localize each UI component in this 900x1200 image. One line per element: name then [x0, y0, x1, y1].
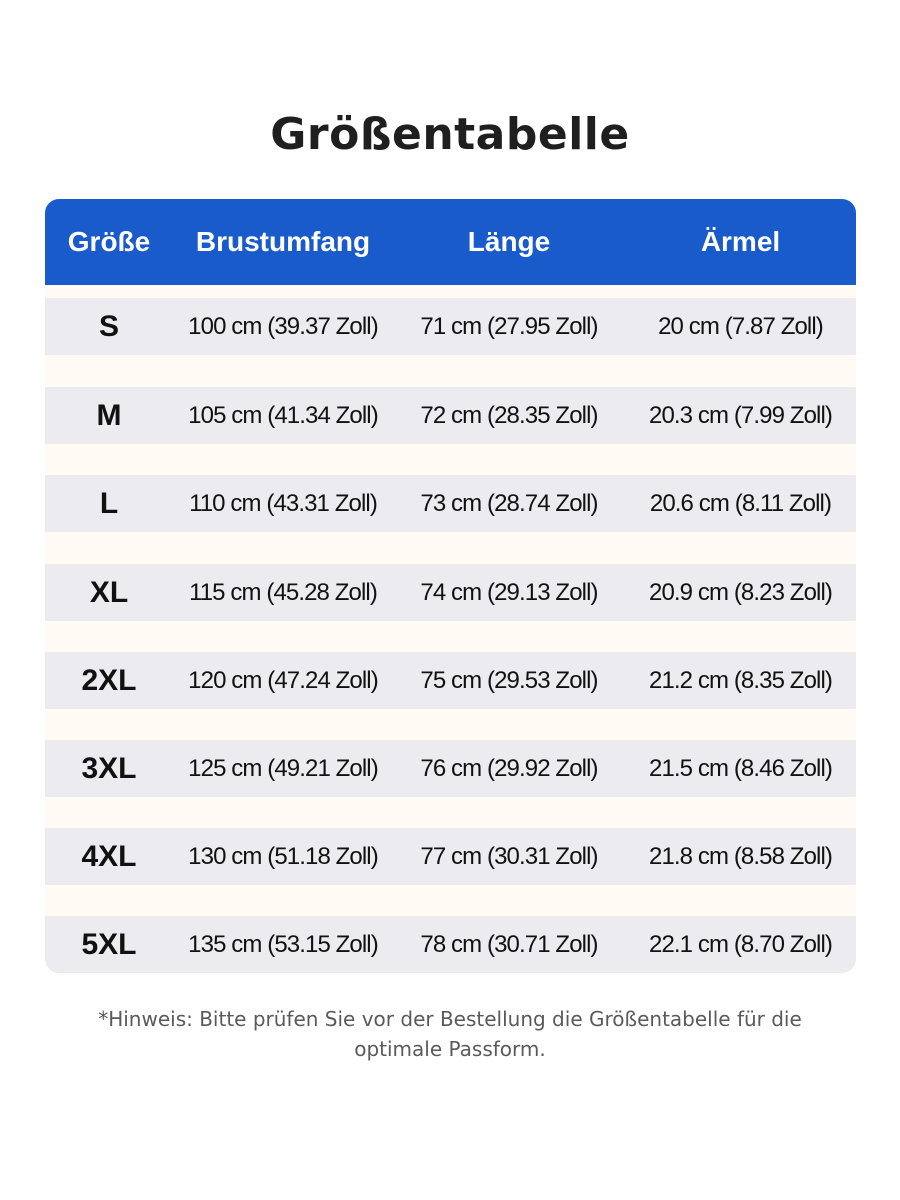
size-cell: M [96, 399, 122, 432]
table-header [45, 199, 856, 285]
sleeve-cell: 20.6 cm (8.11 Zoll) [649, 490, 832, 517]
length-cell: 76 cm (29.92 Zoll) [420, 755, 598, 782]
table-row [45, 298, 856, 355]
sleeve-cell: 21.8 cm (8.58 Zoll) [649, 843, 832, 870]
table-row [45, 564, 856, 621]
table-row [45, 740, 856, 797]
chest-cell: 105 cm (41.34 Zoll) [188, 402, 378, 429]
sleeve-cell: 20.9 cm (8.23 Zoll) [649, 579, 832, 606]
table-row [45, 652, 856, 709]
page-title: Größentabelle [270, 109, 630, 160]
chest-cell: 130 cm (51.18 Zoll) [188, 843, 378, 870]
chest-cell: 100 cm (39.37 Zoll) [188, 313, 378, 340]
sleeve-cell: 20.3 cm (7.99 Zoll) [649, 402, 832, 429]
size-cell: 2XL [81, 664, 137, 697]
table-row [45, 387, 856, 444]
chest-cell: 115 cm (45.28 Zoll) [189, 579, 377, 606]
size-cell: S [98, 310, 119, 343]
table-row [45, 475, 856, 532]
length-cell: 71 cm (27.95 Zoll) [420, 313, 598, 340]
table-row [45, 828, 856, 885]
sleeve-cell: 21.5 cm (8.46 Zoll) [649, 755, 832, 782]
chest-cell: 110 cm (43.31 Zoll) [189, 490, 377, 517]
sleeve-cell: 22.1 cm (8.70 Zoll) [649, 931, 832, 958]
table-row [45, 916, 856, 973]
size-cell: 3XL [81, 752, 137, 785]
chest-cell: 125 cm (49.21 Zoll) [188, 755, 378, 782]
header-length: Länge [467, 226, 551, 257]
header-chest: Brustumfang [195, 226, 371, 257]
sleeve-cell: 20 cm (7.87 Zoll) [658, 313, 823, 340]
sizing-note: *Hinweis: Bitte prüfen Sie vor der Bestellung die Größentabelle für die optimale Passform. [98, 1007, 802, 1061]
size-chart-table [45, 199, 856, 973]
sleeve-cell: 21.2 cm (8.35 Zoll) [649, 667, 832, 694]
size-cell: L [99, 487, 119, 520]
size-cell: XL [89, 576, 129, 609]
header-size: Größe [67, 226, 151, 257]
size-cell: 5XL [81, 928, 137, 961]
length-cell: 77 cm (30.31 Zoll) [420, 843, 598, 870]
length-cell: 72 cm (28.35 Zoll) [420, 402, 598, 429]
length-cell: 78 cm (30.71 Zoll) [420, 931, 598, 958]
chest-cell: 135 cm (53.15 Zoll) [188, 931, 378, 958]
length-cell: 75 cm (29.53 Zoll) [420, 667, 598, 694]
size-cell: 4XL [81, 840, 137, 873]
length-cell: 74 cm (29.13 Zoll) [420, 579, 598, 606]
chest-cell: 120 cm (47.24 Zoll) [188, 667, 378, 694]
length-cell: 73 cm (28.74 Zoll) [420, 490, 598, 517]
header-sleeve: Ärmel [700, 226, 781, 257]
